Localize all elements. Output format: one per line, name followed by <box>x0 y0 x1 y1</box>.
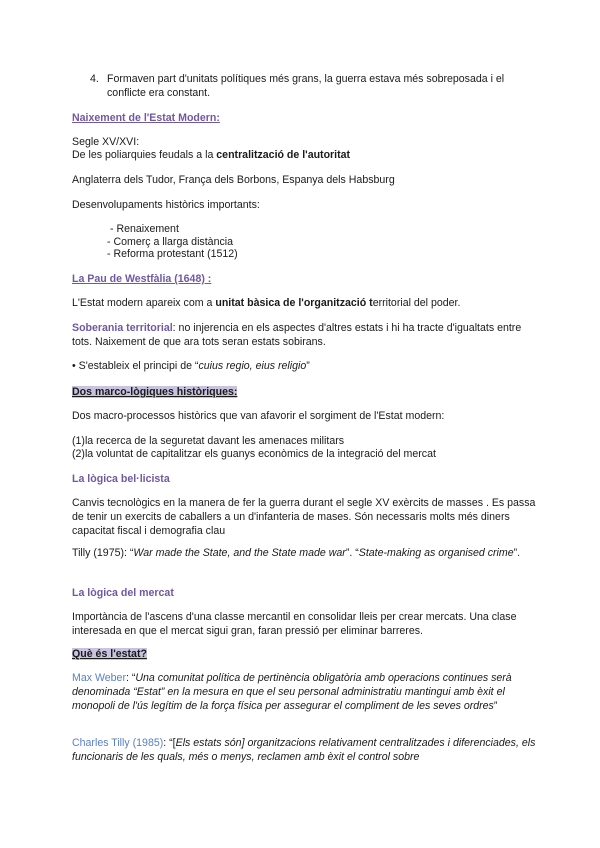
mercat-paragraph: Importància de l'ascens d'una classe mercantil en consolidar lleis per crear mercats. Una clase interesada en que el mercat sigui gran, faran pressió per eliminar barreres. <box>72 611 517 637</box>
heading-macro: Dos marco-lògiques històriques: <box>72 386 238 398</box>
list-text: Formaven part d'unitats polítiques més grans, la guerra estava més sobreposada i el conflicte era constant. <box>107 73 505 99</box>
heading-estat: Què és l'estat? <box>72 648 147 660</box>
weber-quote: Max Weber: “Una comunitat política de pertinència obligatòria amb operacions continues serà denominada “Estat” en la mesura en que el seu personal administratiu mantingui amb èxit el monopoli de l'ús legítim de la força física per assegurar el compliment de les seves ordres” <box>72 672 512 712</box>
tilly-name: Charles Tilly (1985) <box>72 737 164 749</box>
list-item-renaixement: - Renaixement <box>110 223 179 235</box>
heading-bel-licista: La lògica bel·licista <box>72 473 170 485</box>
segle-line: Segle XV/XVI: <box>72 136 140 148</box>
heading-naixement: Naixement de l'Estat Modern: <box>72 112 220 124</box>
macro-point-1: (1)la recerca de la seguretat davant les amenaces militars <box>72 435 345 447</box>
bel-licista-paragraph: Canvis tecnològics en la manera de fer la guerra durant el segle XV exèrcits de masses . Es passa de tenir un exercits de caballers a un d'infanteria de mases. Són necessaris molts més diners capacitat fiscal i demografia clau <box>72 497 536 537</box>
list-item-reforma: - Reforma protestant (1512) <box>107 248 238 260</box>
estats-line: Anglaterra dels Tudor, França dels Borbons, Espanya dels Habsburg <box>72 174 395 186</box>
desenvolupaments-line: Desenvolupaments històrics importants: <box>72 199 260 211</box>
cuius-regio-bullet: • S'estableix el principi de “cuius regio, eius religio” <box>72 360 310 372</box>
soberania-paragraph: Soberania territorial: no injerencia en els aspectes d'altres estats i hi ha tracte d'igualtats entre tots. Naixement de que ara tots seran estats sobirans. <box>72 322 522 348</box>
soberania-label: Soberania territorial <box>72 322 173 334</box>
heading-mercat: La lògica del mercat <box>72 587 174 599</box>
centralitzacio-line: De les poliarquies feudals a la centralització de l'autoritat <box>72 149 351 161</box>
tilly-quote: Tilly (1975): “War made the State, and the State made war”. “State-making as organised crime”. <box>72 547 521 559</box>
list-item-comerc: - Comerç a llarga distància <box>107 236 233 248</box>
list-item-4 <box>90 72 540 100</box>
westfalia-paragraph: L'Estat modern apareix com a unitat bàsica de l'organització territorial del poder. <box>72 297 461 309</box>
macro-point-2: (2)la voluntat de capitalitzar els guanys econòmics de la integració del mercat <box>72 448 436 460</box>
list-number: 4. <box>90 73 99 85</box>
weber-name: Max Weber <box>72 672 126 684</box>
charles-tilly-quote: Charles Tilly (1985): “[Els estats són] organitzacions relativament centralitzades i diferenciades, els funcionaris de les quals, més o menys, reclamen amb èxit el control sobre <box>72 737 536 763</box>
heading-westfalia: La Pau de Westfàlia (1648) : <box>72 273 212 285</box>
macro-intro: Dos macro-processos històrics que van afavorir el sorgiment de l'Estat modern: <box>72 410 445 422</box>
